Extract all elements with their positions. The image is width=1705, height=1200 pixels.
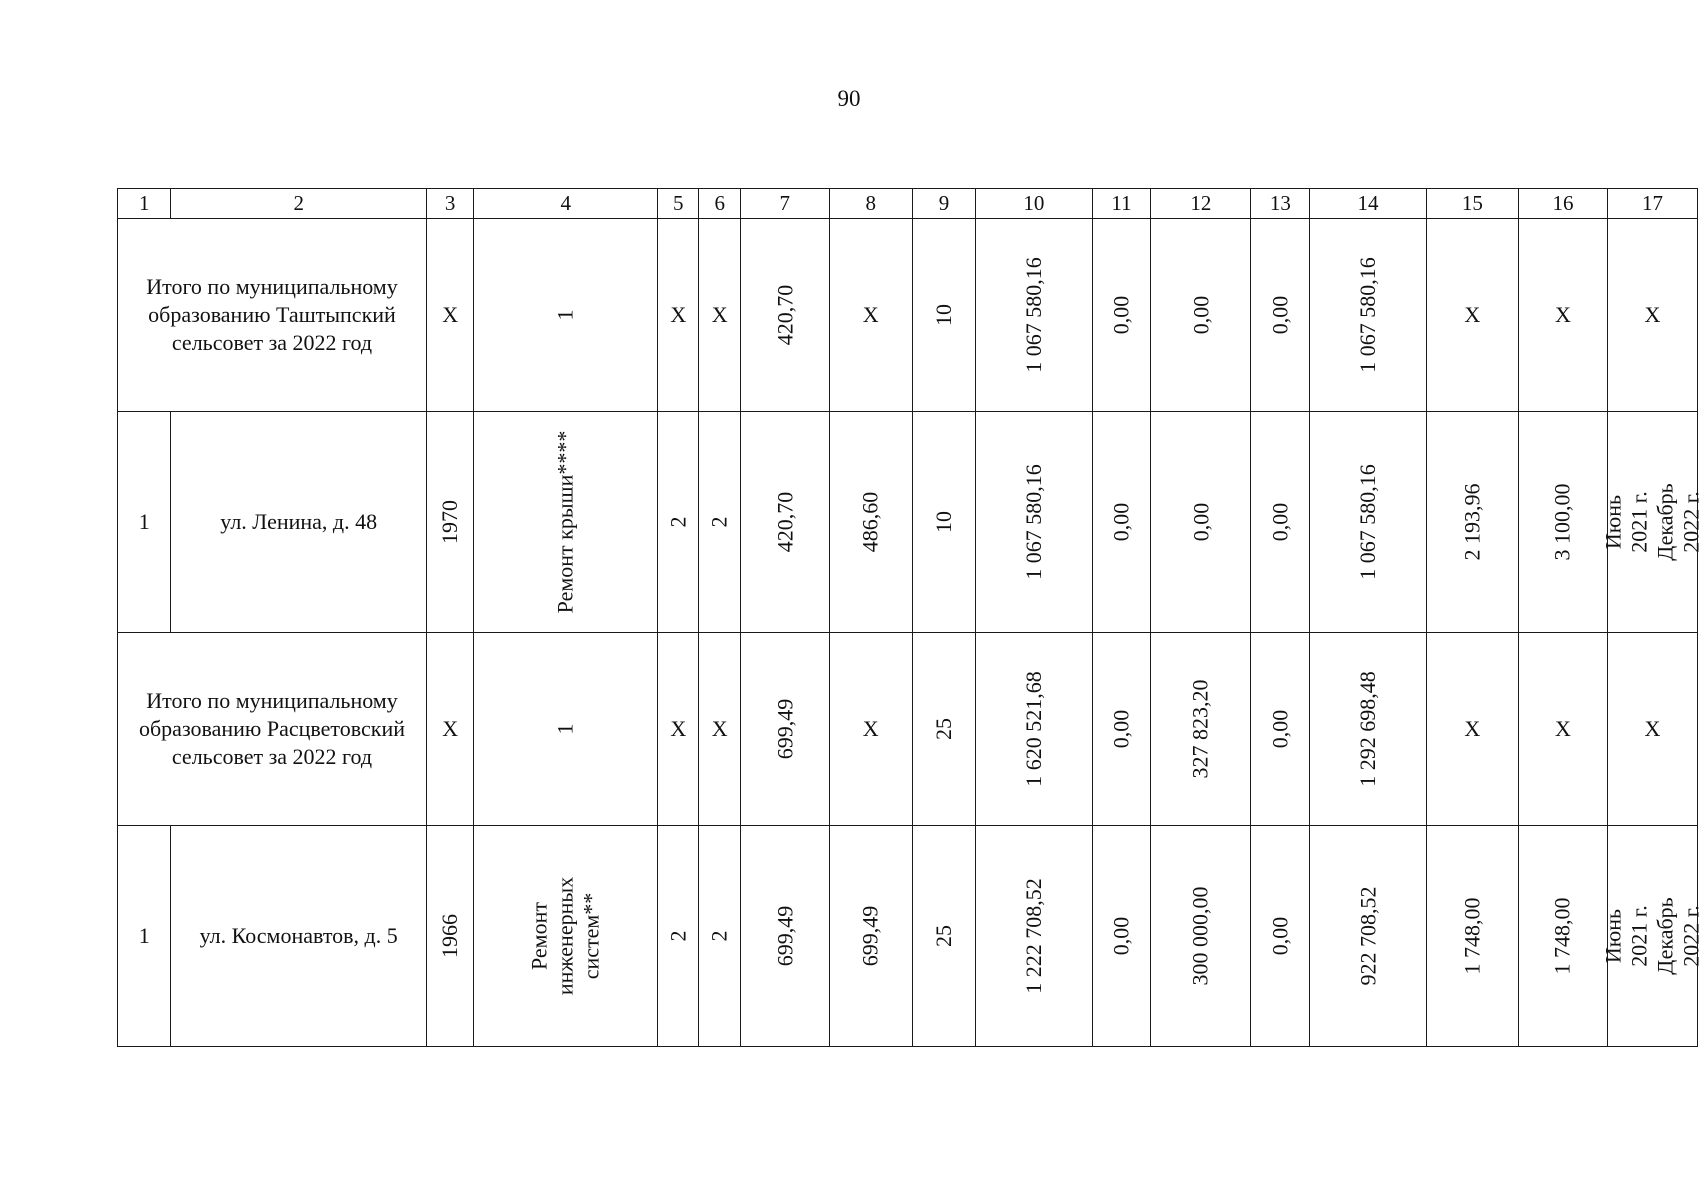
table-cell: 1970	[437, 500, 463, 544]
works-table	[117, 188, 1704, 1047]
col-header: 8	[829, 189, 912, 219]
table-row	[118, 633, 1698, 826]
table-row	[118, 219, 1698, 412]
table-cell: 1	[552, 723, 578, 735]
address-cell: ул. Космонавтов, д. 5	[171, 826, 427, 1047]
table-cell: 2 193,96	[1459, 483, 1485, 561]
table-cell: 0,00	[1267, 916, 1293, 956]
table-cell: 0,00	[1108, 916, 1134, 956]
col-header: 2	[171, 189, 427, 219]
table-row	[118, 826, 1698, 1047]
table-cell: Х	[699, 219, 740, 412]
col-header: 13	[1251, 189, 1310, 219]
table-cell: 1 748,00	[1549, 897, 1575, 975]
col-header: 14	[1310, 189, 1427, 219]
subtotal-label: Итого по муниципальному образованию Таштыпский сельсовет за 2022 год	[118, 219, 427, 412]
table-cell: 420,70	[771, 284, 797, 346]
table-cell: 1 067 580,16	[1355, 257, 1380, 373]
col-header: 1	[118, 189, 171, 219]
col-header: 12	[1151, 189, 1251, 219]
col-header: 6	[699, 189, 740, 219]
column-number-row	[118, 189, 1698, 219]
table-cell: 10	[930, 511, 956, 533]
table-cell: Х	[1426, 633, 1518, 826]
table-cell: 25	[930, 718, 956, 740]
table-cell: 2	[665, 930, 691, 942]
address-cell: ул. Ленина, д. 48	[171, 412, 427, 633]
col-header: 4	[474, 189, 658, 219]
table-cell: 0,00	[1267, 295, 1293, 335]
table-cell: Ремонт инженерных систем**	[526, 876, 604, 996]
table-cell: Х	[1608, 633, 1698, 826]
table-cell: 2	[706, 930, 732, 942]
table-cell: 3 100,00	[1549, 483, 1575, 561]
table-cell: Х	[1426, 219, 1518, 412]
col-header: 3	[426, 189, 473, 219]
table-cell: 486,60	[857, 491, 883, 553]
row-number: 1	[118, 826, 171, 1047]
col-header: 7	[740, 189, 829, 219]
table-cell: 1 748,00	[1459, 897, 1485, 975]
table-cell: 10	[930, 304, 956, 326]
col-header: 10	[976, 189, 1093, 219]
table-cell: Х	[829, 219, 912, 412]
table-cell: Х	[1518, 219, 1607, 412]
table-row	[118, 412, 1698, 633]
table-cell: 1 222 708,52	[1020, 878, 1046, 994]
table-cell: 0,00	[1267, 502, 1293, 542]
date-range-cell: Июнь 2021 г. Декабрь 2022 г.	[1600, 897, 1704, 975]
col-header: 15	[1426, 189, 1518, 219]
table-cell: 922 708,52	[1355, 886, 1380, 986]
table-cell: 1 067 580,16	[1355, 464, 1380, 580]
table-cell: 300 000,00	[1187, 886, 1213, 986]
table-cell: Х	[426, 633, 473, 826]
row-number: 1	[118, 412, 171, 633]
table-cell: Х	[1608, 219, 1698, 412]
date-range-cell: Июнь 2021 г. Декабрь 2022 г.	[1600, 483, 1704, 561]
table-cell: 2	[706, 516, 732, 528]
table-cell: Х	[658, 219, 699, 412]
table-cell: 1966	[437, 914, 463, 958]
table-cell: 1	[552, 309, 578, 321]
subtotal-label: Итого по муниципальному образованию Расцветовский сельсовет за 2022 год	[118, 633, 427, 826]
table-cell: Х	[426, 219, 473, 412]
col-header: 9	[912, 189, 975, 219]
table-cell: 0,00	[1108, 502, 1134, 542]
table-cell: Х	[829, 633, 912, 826]
table-cell: 0,00	[1267, 709, 1293, 749]
table-cell: 1 067 580,16	[1020, 257, 1046, 373]
col-header: 5	[658, 189, 699, 219]
table-cell: Ремонт крыши****	[552, 430, 578, 614]
table-cell: 0,00	[1187, 295, 1213, 335]
table-cell: 25	[930, 925, 956, 947]
page-number: 90	[837, 86, 861, 111]
col-header: 17	[1608, 189, 1698, 219]
col-header: 11	[1092, 189, 1151, 219]
table-cell: 420,70	[771, 491, 797, 553]
table-cell: 1 067 580,16	[1020, 464, 1046, 580]
table-cell: 699,49	[771, 698, 797, 760]
table-cell: 699,49	[857, 905, 883, 967]
table-cell: 1 620 521,68	[1020, 671, 1046, 787]
table-cell: 2	[665, 516, 691, 528]
table-cell: 0,00	[1108, 709, 1134, 749]
table-cell: Х	[699, 633, 740, 826]
table-cell: Х	[658, 633, 699, 826]
table-cell: 699,49	[771, 905, 797, 967]
col-header: 16	[1518, 189, 1607, 219]
table-cell: 0,00	[1187, 502, 1213, 542]
table-cell: 1 292 698,48	[1355, 671, 1380, 787]
table-cell: 0,00	[1108, 295, 1134, 335]
table-cell: 327 823,20	[1187, 679, 1213, 779]
table-cell: Х	[1518, 633, 1607, 826]
